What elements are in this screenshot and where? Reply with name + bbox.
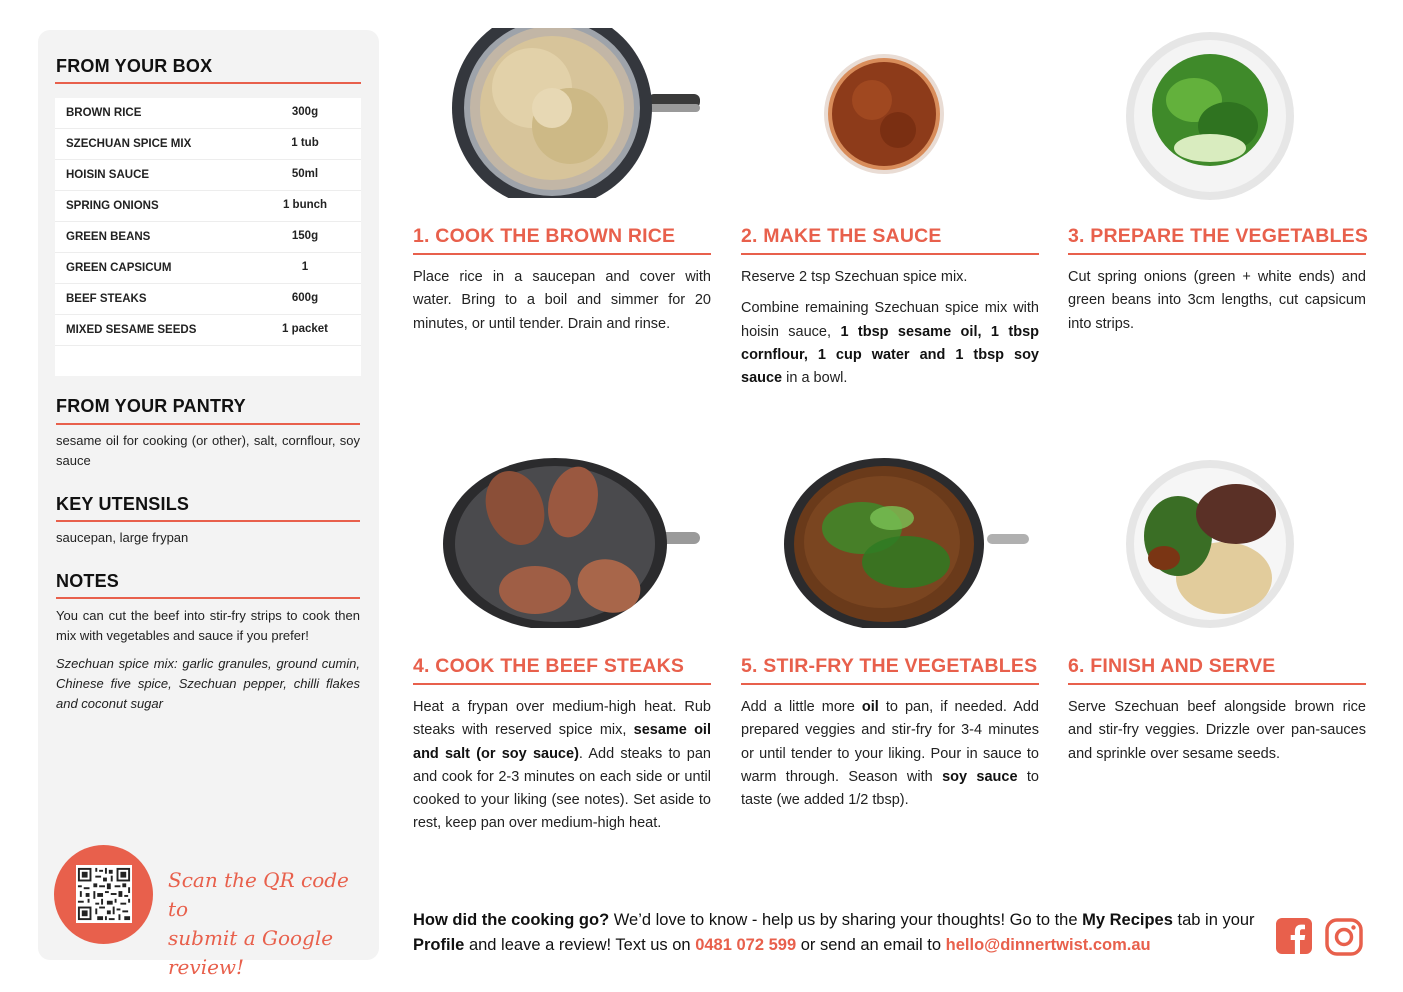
footer-text: tab in your — [1172, 911, 1255, 929]
plated-dish-image — [1124, 458, 1296, 630]
step-text-bold: 1 tbsp sesame oil, 1 tbsp cornflour, 1 cup water and 1 tbsp soy sauce — [741, 323, 1039, 387]
email-link[interactable]: hello@dinnertwist.com.au — [945, 936, 1151, 954]
ingredient-qty: 1 packet — [281, 323, 329, 335]
pantry-heading: FROM YOUR PANTRY — [56, 396, 246, 416]
step-paragraph — [741, 696, 1039, 812]
ingredient-qty: 1 — [301, 261, 309, 273]
facebook-icon[interactable] — [1276, 918, 1312, 954]
step-text: to pan, if needed. Add prepared veggies and stir-fry for 3-4 minutes or until tender to your liking. Pour in sauce to warm through. Season with — [741, 699, 1039, 785]
step-text: Add a little more — [741, 699, 862, 715]
ingredient-row — [55, 129, 361, 160]
step-text-bold: sesame oil and salt (or soy sauce) — [413, 722, 711, 762]
divider — [1068, 253, 1366, 255]
chopped-greens-image — [1124, 30, 1296, 202]
step-text: to taste (we added 1/2 tbsp). — [741, 768, 1039, 809]
review-prompt — [413, 908, 1263, 958]
divider — [55, 82, 361, 84]
divider — [741, 683, 1039, 685]
instagram-icon[interactable] — [1325, 918, 1363, 956]
ingredient-qty: 150g — [291, 230, 319, 242]
divider — [56, 520, 360, 522]
qr-callout — [168, 866, 368, 982]
step-paragraph — [741, 297, 1039, 390]
ingredient-qty: 300g — [291, 106, 319, 118]
qr-callout-line: Scan the QR code to — [168, 868, 349, 921]
ingredient-row — [55, 253, 361, 284]
ingredient-row — [55, 191, 361, 222]
utensils-heading: KEY UTENSILS — [56, 494, 190, 514]
qr-badge[interactable] — [54, 845, 153, 944]
divider — [413, 253, 711, 255]
ingredient-row — [55, 160, 361, 191]
pantry-text: sesame oil for cooking (or other), salt, cornflour, soy sauce — [56, 433, 360, 468]
steaks-frypan-image — [443, 458, 703, 628]
ingredient-row — [55, 98, 361, 129]
rice-strainer-image — [448, 28, 703, 198]
step-title: 3. PREPARE THE VEGETABLES — [1068, 225, 1369, 247]
step-title: 1. COOK THE BROWN RICE — [413, 225, 676, 247]
ingredient-name: SZECHUAN SPICE MIX — [66, 138, 192, 150]
step-title: 2. MAKE THE SAUCE — [741, 225, 942, 247]
ingredient-name: BROWN RICE — [66, 107, 142, 119]
notes-text: You can cut the beef into stir-fry strips to cook then mix with vegetables and sauce if you prefer! — [56, 608, 360, 643]
profile-label: Profile — [413, 936, 465, 954]
divider — [413, 683, 711, 685]
ingredient-name: HOISIN SAUCE — [66, 169, 150, 181]
step-body — [741, 266, 1039, 390]
ingredient-name: GREEN CAPSICUM — [66, 262, 172, 274]
ingredient-qty: 1 bunch — [282, 199, 328, 211]
my-recipes-label: My Recipes — [1082, 911, 1173, 929]
ingredient-name: GREEN BEANS — [66, 231, 151, 243]
sidebar — [38, 30, 379, 979]
footer-text: or send an email to — [796, 936, 946, 954]
ingredient-row — [55, 222, 361, 253]
step-paragraph: Place rice in a saucepan and cover with water. Bring to a boil and simmer for 20 minutes, or until tender. Drain and rinse. — [413, 269, 711, 332]
phone-link[interactable]: 0481 072 599 — [695, 936, 797, 954]
step-body — [1068, 696, 1366, 766]
from-your-box-heading: FROM YOUR BOX — [56, 56, 213, 76]
divider — [56, 597, 360, 599]
step-paragraph: Cut spring onions (green + white ends) and green beans into 3cm lengths, cut capsicum into strips. — [1068, 269, 1366, 332]
qr-code-icon — [76, 865, 132, 923]
step-text: Heat a frypan over medium-high heat. Rub steaks with reserved spice mix, — [413, 699, 711, 739]
step-paragraph — [413, 696, 711, 836]
ingredient-row — [55, 284, 361, 315]
ingredient-name: SPRING ONIONS — [66, 200, 159, 212]
divider — [56, 423, 360, 425]
ingredient-name: BEEF STEAKS — [66, 293, 147, 305]
review-question: How did the cooking go? — [413, 911, 610, 929]
step-title: 4. COOK THE BEEF STEAKS — [413, 655, 685, 677]
ingredient-name: MIXED SESAME SEEDS — [66, 324, 197, 336]
step-text-bold: oil — [861, 699, 879, 715]
notes-spice-mix: Szechuan spice mix: garlic granules, ground cumin, Chinese five spice, Szechuan pepper, chilli flakes and coconut sugar — [56, 656, 360, 711]
divider — [741, 253, 1039, 255]
step-body — [741, 696, 1039, 812]
notes-heading: NOTES — [56, 571, 120, 591]
step-title: 5. STIR-FRY THE VEGETABLES — [741, 655, 1038, 677]
ingredient-qty: 600g — [291, 292, 319, 304]
divider — [1068, 683, 1366, 685]
vegetables-pan-image — [782, 458, 1032, 628]
step-body — [413, 696, 711, 836]
sauce-bowl-image — [822, 52, 946, 176]
step-text: . Add steaks to pan and cook for 2-3 minutes on each side or until cooked to your liking (see notes). Set aside to rest, keep pan over medium-high heat. — [413, 745, 711, 832]
ingredient-qty: 1 tub — [291, 137, 319, 149]
ingredient-list — [55, 98, 361, 376]
step-body — [413, 266, 711, 336]
ingredient-qty: 50ml — [291, 168, 319, 180]
utensils-text: saucepan, large frypan — [56, 530, 189, 545]
ingredient-row — [55, 315, 361, 346]
footer-text: We’d love to know - help us by sharing your thoughts! Go to the — [609, 911, 1083, 929]
footer-text: and leave a review! Text us on — [464, 936, 696, 954]
step-paragraph: Serve Szechuan beef alongside brown rice and stir-fry veggies. Drizzle over pan-sauces and sprinkle over sesame seeds. — [1068, 699, 1366, 762]
step-body — [1068, 266, 1366, 336]
step-paragraph: Reserve 2 tsp Szechuan spice mix. — [741, 269, 968, 285]
qr-callout-line: submit a Google review! — [168, 926, 334, 979]
step-text-bold: soy sauce — [942, 768, 1018, 785]
step-title: 6. FINISH AND SERVE — [1068, 655, 1276, 677]
step-text: in a bowl. — [782, 370, 848, 387]
step-text: Combine remaining Szechuan spice mix with hoisin sauce, — [741, 300, 1039, 340]
